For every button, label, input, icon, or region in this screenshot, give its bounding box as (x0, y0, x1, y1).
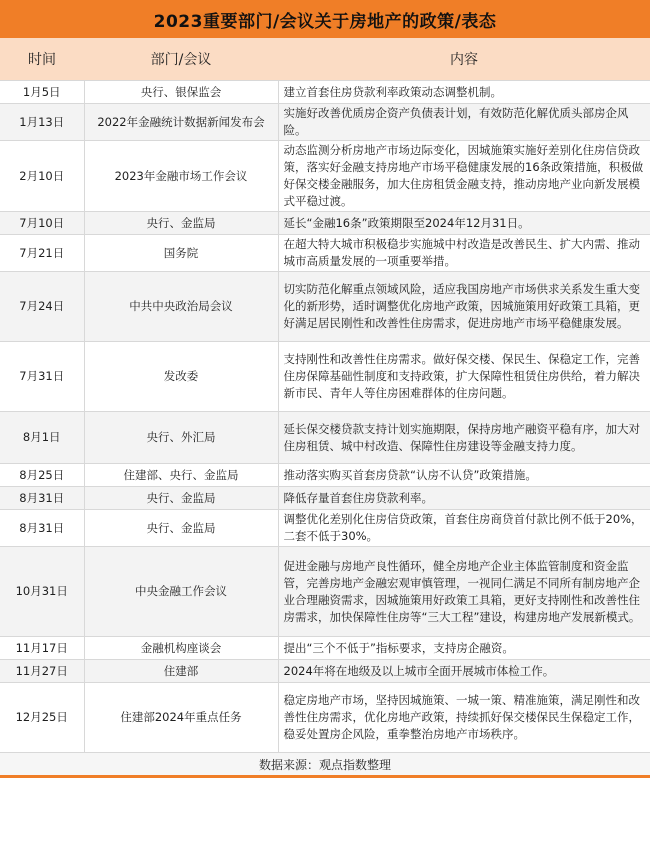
table-row (0, 487, 650, 510)
header-content: 内容 (278, 38, 650, 81)
date-cell: 12月25日 (0, 683, 84, 753)
table-row (0, 412, 650, 464)
content-cell: 推动落实购买首套房贷款“认房不认贷”政策措施。 (278, 464, 650, 487)
dept-cell: 2023年金融市场工作会议 (84, 141, 278, 212)
table-row (0, 81, 650, 104)
content-cell: 支持刚性和改善性住房需求。做好保交楼、保民生、保稳定工作，完善住房保障基础性制度和支持政策，扩大保障性租赁住房供给，着力解决新市民、青年人等住房困难群体的住房问题。 (278, 342, 650, 412)
content-cell: 调整优化差别化住房信贷政策，首套住房商贷首付款比例不低于20%，二套不低于30%。 (278, 510, 650, 547)
content-cell: 延长保交楼贷款支持计划实施期限，保持房地产融资平稳有序，加大对住房租赁、城中村改造、保障性住房建设等金融支持力度。 (278, 412, 650, 464)
content-cell: 降低存量首套住房贷款利率。 (278, 487, 650, 510)
dept-cell: 住建部、央行、金监局 (84, 464, 278, 487)
table-row (0, 464, 650, 487)
content-cell: 动态监测分析房地产市场边际变化，因城施策实施好差别化住房信贷政策，落实好金融支持房地产市场平稳健康发展的16条政策措施，积极做好保交楼金融服务，加大住房租赁金融支持，推动房地产业向新发展模式平稳过渡。 (278, 141, 650, 212)
date-cell: 7月24日 (0, 272, 84, 342)
dept-cell: 住建部2024年重点任务 (84, 683, 278, 753)
data-source-note: 数据来源：观点指数整理 (0, 753, 650, 778)
dept-cell: 中央金融工作会议 (84, 547, 278, 637)
dept-cell: 央行、金监局 (84, 487, 278, 510)
table-row (0, 141, 650, 212)
table-row (0, 683, 650, 753)
dept-cell: 央行、金监局 (84, 510, 278, 547)
date-cell: 7月21日 (0, 235, 84, 272)
table-row (0, 272, 650, 342)
table-body (0, 81, 650, 753)
table-row (0, 637, 650, 660)
table-row (0, 212, 650, 235)
date-cell: 7月31日 (0, 342, 84, 412)
content-cell: 延长“金融16条”政策期限至2024年12月31日。 (278, 212, 650, 235)
date-cell: 11月17日 (0, 637, 84, 660)
date-cell: 11月27日 (0, 660, 84, 683)
date-cell: 8月25日 (0, 464, 84, 487)
table-row (0, 342, 650, 412)
dept-cell: 2022年金融统计数据新闻发布会 (84, 104, 278, 141)
content-cell: 提出“三个不低于”指标要求，支持房企融资。 (278, 637, 650, 660)
dept-cell: 央行、银保监会 (84, 81, 278, 104)
dept-cell: 央行、外汇局 (84, 412, 278, 464)
content-cell: 稳定房地产市场，坚持因城施策、一城一策、精准施策，满足刚性和改善性住房需求，优化房地产政策，持续抓好保交楼保民生保稳定工作，稳妥处置房企风险，重拳整治房地产市场秩序。 (278, 683, 650, 753)
dept-cell: 住建部 (84, 660, 278, 683)
date-cell: 8月31日 (0, 510, 84, 547)
content-cell: 建立首套住房贷款利率政策动态调整机制。 (278, 81, 650, 104)
date-cell: 8月31日 (0, 487, 84, 510)
header-dept: 部门/会议 (84, 38, 278, 81)
content-cell: 在超大特大城市积极稳步实施城中村改造是改善民生、扩大内需、推动城市高质量发展的一项重要举措。 (278, 235, 650, 272)
date-cell: 7月10日 (0, 212, 84, 235)
table-row (0, 104, 650, 141)
dept-cell: 中共中央政治局会议 (84, 272, 278, 342)
content-cell: 切实防范化解重点领域风险，适应我国房地产市场供求关系发生重大变化的新形势，适时调整优化房地产政策，因城施策用好政策工具箱，更好满足居民刚性和改善性住房需求，促进房地产市场平稳健康发展。 (278, 272, 650, 342)
table-row (0, 660, 650, 683)
dept-cell: 国务院 (84, 235, 278, 272)
header-date: 时间 (0, 38, 84, 81)
table-row (0, 235, 650, 272)
content-cell: 促进金融与房地产良性循环，健全房地产企业主体监管制度和资金监管，完善房地产金融宏观审慎管理，一视同仁满足不同所有制房地产企业合理融资需求，因城施策用好政策工具箱，更好支持刚性和改善性住房需求，加快保障性住房等“三大工程”建设，构建房地产发展新模式。 (278, 547, 650, 637)
date-cell: 2月10日 (0, 141, 84, 212)
date-cell: 1月13日 (0, 104, 84, 141)
table-title: 2023重要部门/会议关于房地产的政策/表态 (0, 0, 650, 38)
dept-cell: 央行、金监局 (84, 212, 278, 235)
dept-cell: 金融机构座谈会 (84, 637, 278, 660)
content-cell: 实施好改善优质房企资产负债表计划，有效防范化解优质头部房企风险。 (278, 104, 650, 141)
date-cell: 8月1日 (0, 412, 84, 464)
dept-cell: 发改委 (84, 342, 278, 412)
date-cell: 10月31日 (0, 547, 84, 637)
table-row (0, 547, 650, 637)
header-row (0, 38, 650, 81)
table-row (0, 510, 650, 547)
policy-table (0, 38, 650, 753)
date-cell: 1月5日 (0, 81, 84, 104)
content-cell: 2024年将在地级及以上城市全面开展城市体检工作。 (278, 660, 650, 683)
